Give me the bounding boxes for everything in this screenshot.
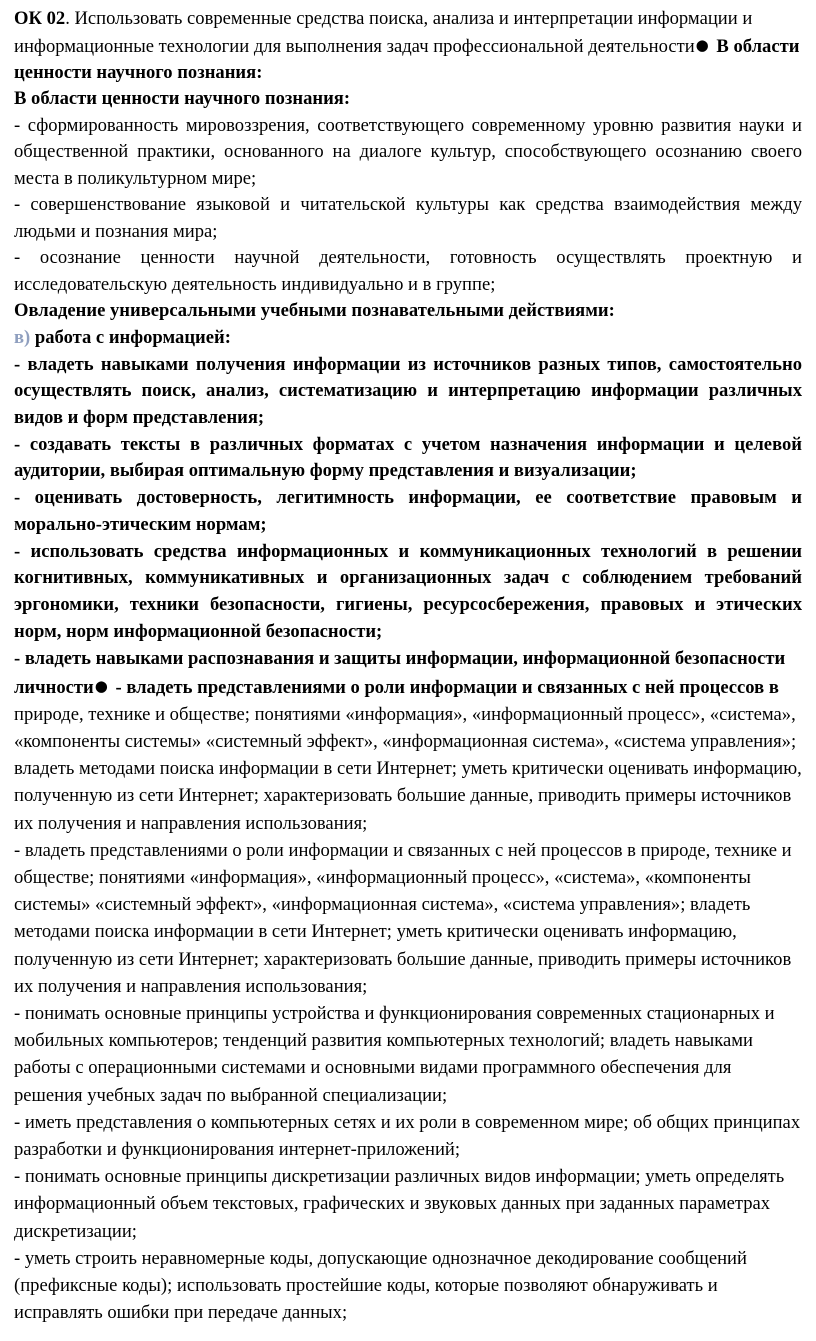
document-page [0, 6, 816, 1341]
list-item: - иметь представления о компьютерных сетях и их роли в современном мире; об общих принципах разработки и функционирования интернет-приложений; [14, 1111, 801, 1160]
list-item: - использовать средства информационных и коммуникационных технологий в решении когнитивных, коммуникативных и организационных задач с соблюдением требований эргономики, техники безопасности, гигиены, ресурсосбережения, правовых и этических норм, норм информационной безопасности; [14, 540, 802, 642]
competency-code: ОК 02 [14, 8, 66, 29]
list-item-bold-part: - владеть навыками распознавания и защиты информации, информационной безопасности личности [14, 648, 786, 698]
subsection-letter: в) [14, 326, 31, 348]
header-paragraph [14, 6, 802, 86]
list-item-mixed [14, 645, 802, 836]
list-item: - владеть навыками получения информации из источников разных типов, самостоятельно осуществлять поиск, анализ, систематизацию и интерпретацию информации различных видов и форм представления; [14, 353, 802, 429]
section-heading-science: В области ценности научного познания: [14, 88, 351, 109]
list-item: - совершенствование языковой и читательской культуры как средства взаимодействия между людьми и познания мира; [14, 194, 802, 242]
list-item: - осознание ценности научной деятельности, готовность осуществлять проектную и исследовательскую деятельность индивидуально и в группе; [14, 247, 802, 295]
list-item: - создавать тексты в различных форматах с учетом назначения информации и целевой аудитории, выбирая оптимальную форму представления и визуализации; [14, 433, 802, 482]
list-item: - понимать основные принципы устройства и функционирования современных стационарных и мобильных компьютеров; тенденций развития компьютерных технологий; владеть навыками работы с операционными системами и основными видами программного обеспечения для решения учебных задач по выбранной специализации; [14, 1002, 775, 1106]
list-item: - оценивать достоверность, легитимность информации, ее соответствие правовым и морально-этическим нормам; [14, 487, 802, 535]
header-tail: В области ценности научного познания: [14, 36, 800, 83]
list-item-normal-continuation: природе, технике и обществе; понятиями «информация», «информационный процесс», «система», «компоненты системы» «системный эффект», «информационная система», «система управления»; владеть методами поиска информации в сети Интернет; уметь критически оценивать информацию, полученную из сети Интернет; характеризовать большие данные, приводить примеры источников их получения и направления использования; [14, 703, 802, 834]
list-item: - уметь строить неравномерные коды, допускающие однозначное декодирование сообщений (префиксные коды); использовать простейшие коды, которые позволяют обнаруживать и исправлять ошибки при передаче данных; [14, 1247, 747, 1324]
list-item: - понимать основные принципы дискретизации различных видов информации; уметь определять информационный объем текстовых, графических и звуковых данных при заданных параметрах дискретизации; [14, 1166, 785, 1242]
subsection-heading [14, 325, 802, 352]
bullet-icon: ● [94, 676, 108, 695]
list-item-bold-continuation: - владеть представлениями о роли информации и связанных с ней процессов в [110, 676, 779, 698]
bullet-icon: ● [695, 36, 709, 54]
list-item: - владеть представлениями о роли информации и связанных с ней процессов в природе, технике и обществе; понятиями «информация», «информационный процесс», «система», «компоненты системы» «системный эффект», «информационная система», «система управления»; владеть методами поиска информации в сети Интернет; уметь критически оценивать информацию, полученную из сети Интернет; характеризовать большие данные, приводить примеры источников их получения и направления использования; [14, 839, 792, 997]
list-item: - сформированность мировоззрения, соответствующего современному уровню развития науки и общественной практики, основанного на диалоге культур, способствующего осознанию своего места в поликультурном мире; [14, 114, 802, 189]
section-heading-actions: Овладение универсальными учебными познавательными действиями: [14, 300, 615, 322]
subsection-title: работа с информацией: [30, 326, 231, 348]
competency-text: . Использовать современные средства поиска, анализа и интерпретации информации и информационные технологии для выполнения задач профессиональной деятельности [14, 8, 753, 57]
